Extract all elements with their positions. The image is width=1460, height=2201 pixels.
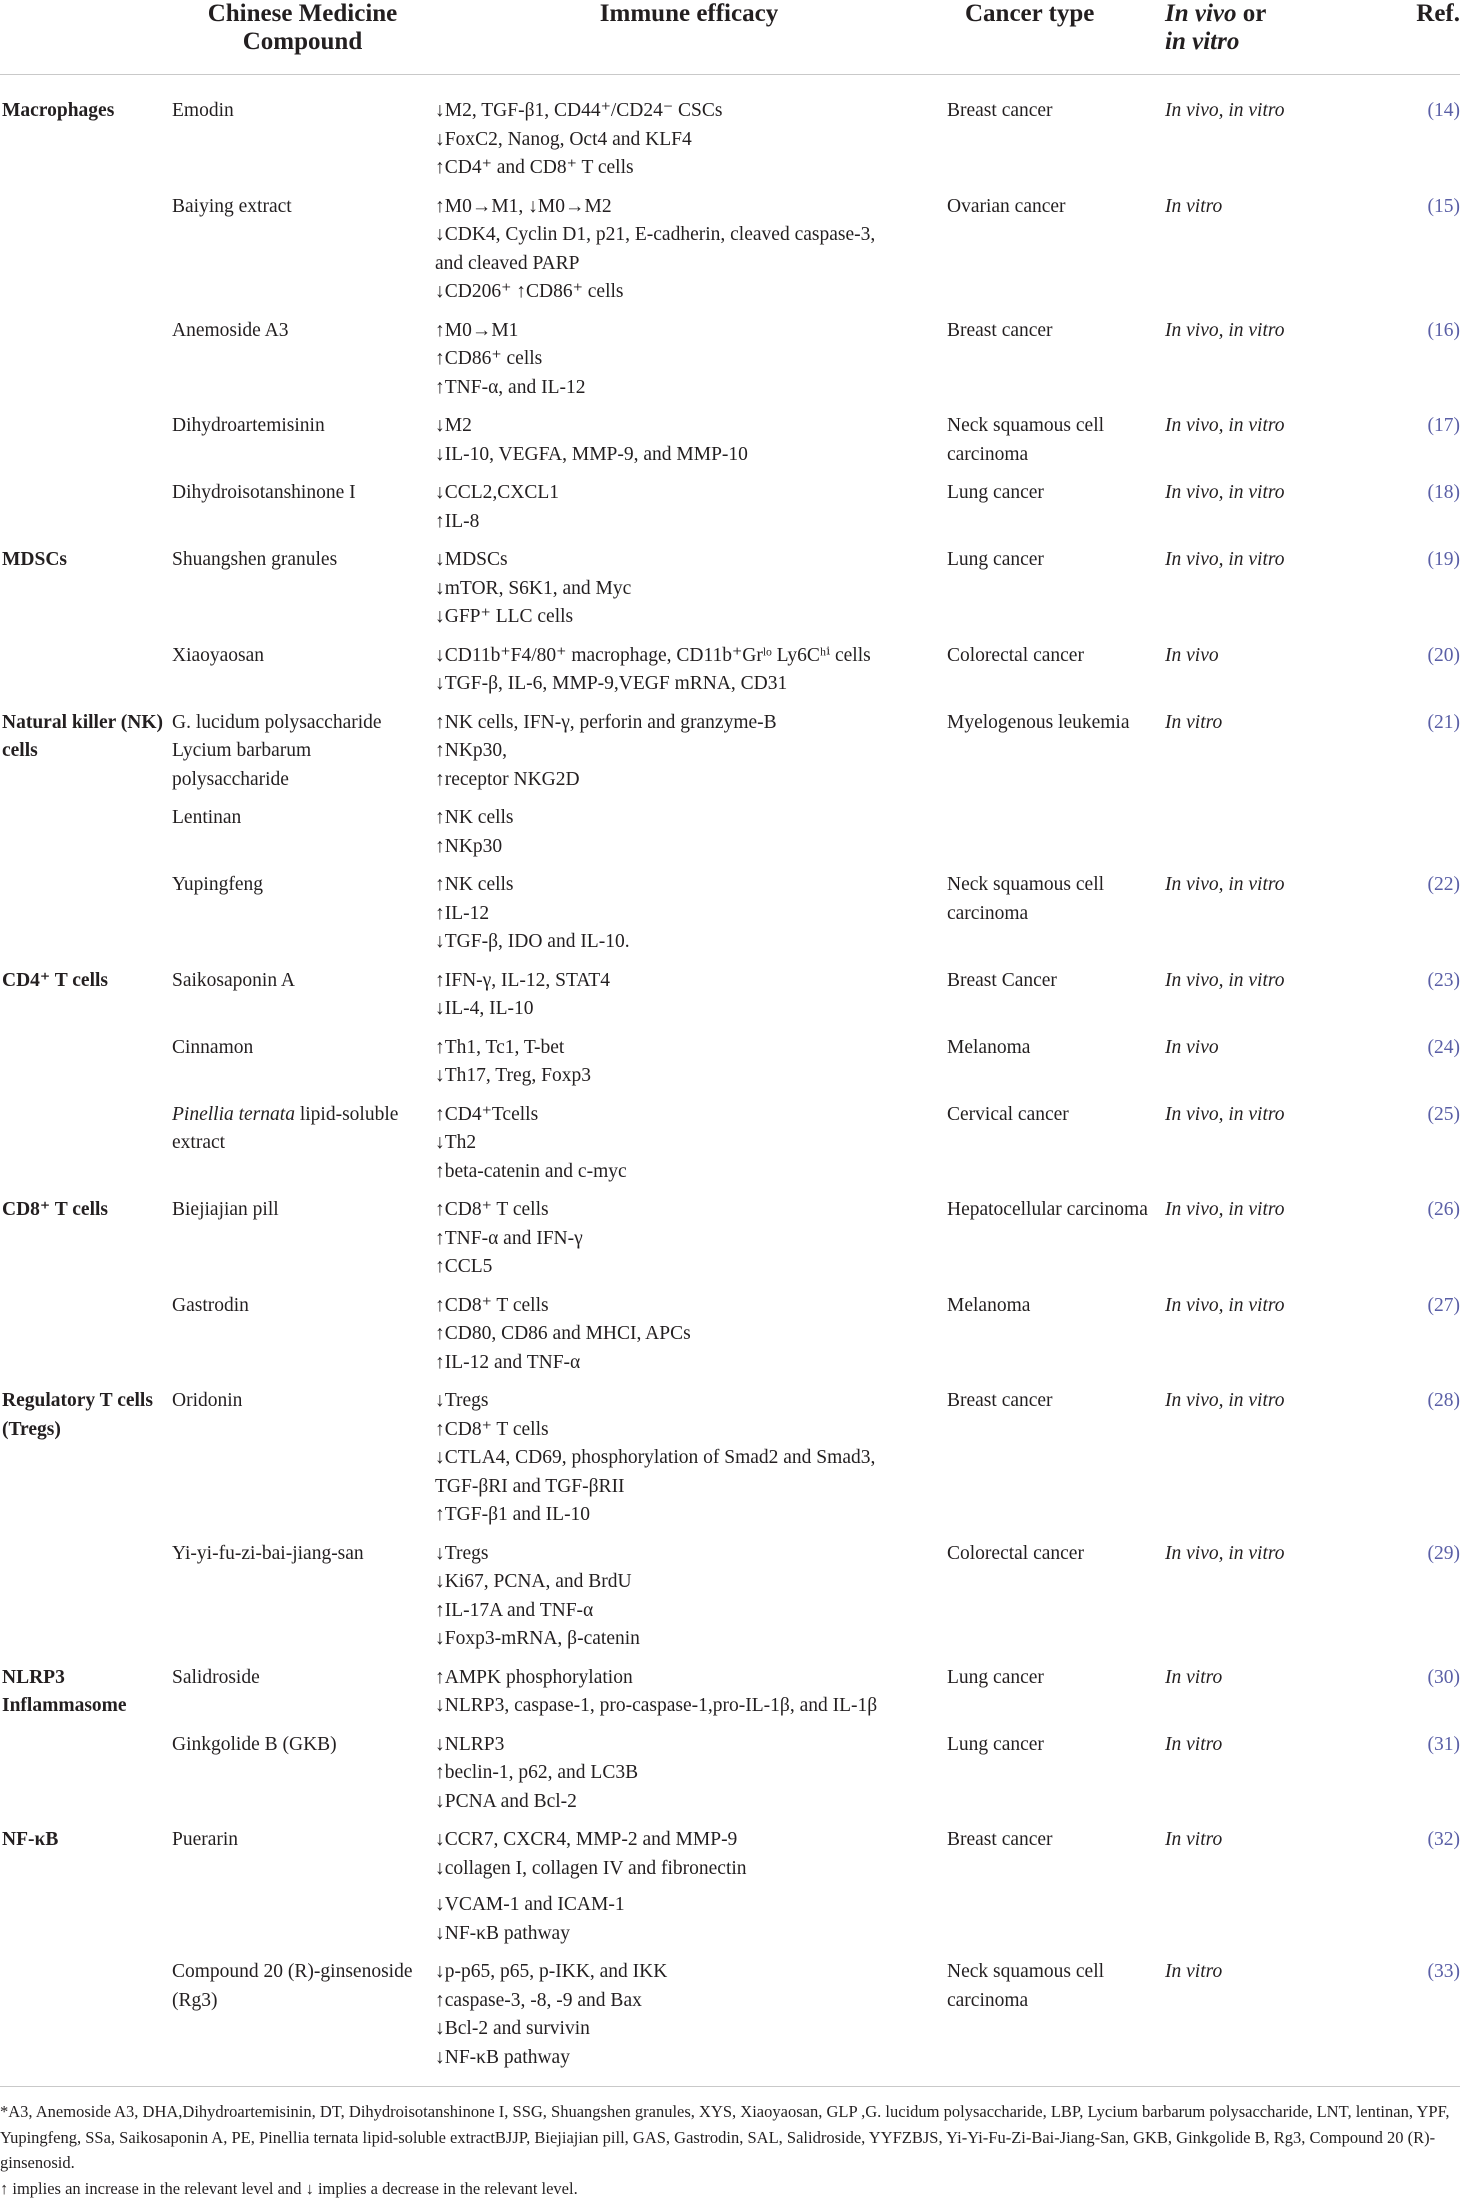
efficacy-line: ↑AMPK phosphorylation bbox=[435, 1664, 945, 1693]
compound-cell: Compound 20 (R)-ginsenoside (Rg3) bbox=[172, 1948, 433, 2072]
efficacy-line: ↓NF-κB pathway bbox=[435, 1920, 945, 1949]
compound-cell: Yi-yi-fu-zi-bai-jiang-san bbox=[172, 1530, 433, 1654]
efficacy-line: ↑IL-8 bbox=[435, 508, 945, 537]
category-cell: Macrophages bbox=[0, 75, 172, 183]
compound-cell: Dihydroisotanshinone I bbox=[172, 469, 433, 536]
cancer-type-cell: Lung cancer bbox=[945, 1654, 1155, 1721]
efficacy-cell bbox=[433, 1721, 945, 1817]
table-row bbox=[0, 1530, 1460, 1654]
table-header-row bbox=[0, 0, 1460, 75]
efficacy-line: ↓CCR7, CXCR4, MMP-2 and MMP-9 bbox=[435, 1826, 945, 1855]
efficacy-line: ↑M0→M1, ↓M0→M2 bbox=[435, 193, 945, 222]
compound-cell: Anemoside A3 bbox=[172, 307, 433, 403]
cancer-type-cell: Breast cancer bbox=[945, 1377, 1155, 1530]
header-cancer-type: Cancer type bbox=[945, 0, 1155, 75]
category-cell bbox=[0, 1024, 172, 1091]
reference-link[interactable]: (25) bbox=[1384, 1091, 1460, 1187]
cancer-type-cell: Neck squamous cell carcinoma bbox=[945, 1948, 1155, 2072]
table-row bbox=[0, 1948, 1460, 2072]
efficacy-line: ↓Th2 bbox=[435, 1129, 945, 1158]
header-ref: Ref. bbox=[1384, 0, 1460, 75]
efficacy-line: ↑caspase-3, -8, -9 and Bax bbox=[435, 1987, 945, 2016]
table-row bbox=[0, 957, 1460, 1024]
category-cell bbox=[0, 794, 172, 861]
compound-cell: Oridonin bbox=[172, 1377, 433, 1530]
model-cell: In vitro bbox=[1155, 1816, 1384, 1948]
efficacy-line: ↓collagen I, collagen IV and fibronectin bbox=[435, 1855, 945, 1884]
efficacy-line: ↓CD11b⁺F4/80⁺ macrophage, CD11b⁺Grˡᵒ Ly6Cʰⁱ cells bbox=[435, 642, 945, 671]
table-footnotes bbox=[0, 2086, 1460, 2201]
efficacy-line: ↓Tregs bbox=[435, 1540, 945, 1569]
efficacy-line: ↑IFN-γ, IL-12, STAT4 bbox=[435, 967, 945, 996]
reference-link[interactable]: (27) bbox=[1384, 1282, 1460, 1378]
efficacy-line: ↑NK cells bbox=[435, 871, 945, 900]
table-row bbox=[0, 307, 1460, 403]
efficacy-line: and cleaved PARP bbox=[435, 250, 945, 279]
cancer-type-cell: Cervical cancer bbox=[945, 1091, 1155, 1187]
cancer-type-cell: Colorectal cancer bbox=[945, 1530, 1155, 1654]
efficacy-line: ↑NK cells, IFN-γ, perforin and granzyme-B bbox=[435, 709, 945, 738]
table-row bbox=[0, 1721, 1460, 1817]
reference-link[interactable]: (16) bbox=[1384, 307, 1460, 403]
reference-link[interactable]: (15) bbox=[1384, 183, 1460, 307]
category-cell bbox=[0, 183, 172, 307]
efficacy-cell bbox=[433, 1186, 945, 1282]
reference-link[interactable]: (30) bbox=[1384, 1654, 1460, 1721]
category-cell bbox=[0, 1530, 172, 1654]
efficacy-line: ↓CD206⁺ ↑CD86⁺ cells bbox=[435, 278, 945, 307]
efficacy-line: ↓FoxC2, Nanog, Oct4 and KLF4 bbox=[435, 126, 945, 155]
efficacy-line: ↑CD8⁺ T cells bbox=[435, 1292, 945, 1321]
header-model bbox=[1155, 0, 1384, 75]
cancer-type-cell bbox=[945, 794, 1155, 861]
table-row bbox=[0, 1654, 1460, 1721]
reference-link[interactable]: (14) bbox=[1384, 75, 1460, 183]
efficacy-line: ↓GFP⁺ LLC cells bbox=[435, 603, 945, 632]
table-row bbox=[0, 1377, 1460, 1530]
model-cell: In vivo, in vitro bbox=[1155, 1377, 1384, 1530]
efficacy-line: ↑CD8⁺ T cells bbox=[435, 1196, 945, 1225]
cancer-type-cell: Hepatocellular carcinoma bbox=[945, 1186, 1155, 1282]
compound-cell: Cinnamon bbox=[172, 1024, 433, 1091]
table-row bbox=[0, 402, 1460, 469]
model-cell: In vivo, in vitro bbox=[1155, 1186, 1384, 1282]
efficacy-line: ↓VCAM-1 and ICAM-1 bbox=[435, 1891, 945, 1920]
table-row bbox=[0, 1024, 1460, 1091]
category-cell: CD8⁺ T cells bbox=[0, 1186, 172, 1282]
table-row bbox=[0, 469, 1460, 536]
model-cell: In vitro bbox=[1155, 1948, 1384, 2072]
efficacy-cell bbox=[433, 957, 945, 1024]
footnote-legend: ↑ implies an increase in the relevant level and ↓ implies a decrease in the relevant level. bbox=[0, 2176, 1460, 2201]
category-cell bbox=[0, 861, 172, 957]
efficacy-cell bbox=[433, 402, 945, 469]
efficacy-cell bbox=[433, 794, 945, 861]
efficacy-cell bbox=[433, 183, 945, 307]
cancer-type-cell: Breast cancer bbox=[945, 307, 1155, 403]
model-cell: In vivo, in vitro bbox=[1155, 957, 1384, 1024]
category-cell bbox=[0, 469, 172, 536]
cancer-type-cell: Neck squamous cell carcinoma bbox=[945, 861, 1155, 957]
header-efficacy: Immune efficacy bbox=[433, 0, 945, 75]
efficacy-line: ↓M2, TGF-β1, CD44⁺/CD24⁻ CSCs bbox=[435, 97, 945, 126]
compound-cell bbox=[172, 1091, 433, 1187]
efficacy-line: ↓IL-10, VEGFA, MMP-9, and MMP-10 bbox=[435, 441, 945, 470]
efficacy-line: ↓IL-4, IL-10 bbox=[435, 995, 945, 1024]
efficacy-line: ↑Th1, Tc1, T-bet bbox=[435, 1034, 945, 1063]
efficacy-line: ↓CDK4, Cyclin D1, p21, E-cadherin, cleaved caspase-3, bbox=[435, 221, 945, 250]
reference-link[interactable]: (33) bbox=[1384, 1948, 1460, 2072]
reference-link[interactable]: (29) bbox=[1384, 1530, 1460, 1654]
table-row bbox=[0, 1282, 1460, 1378]
category-cell: NF-κB bbox=[0, 1816, 172, 1948]
category-cell bbox=[0, 1282, 172, 1378]
category-cell bbox=[0, 1721, 172, 1817]
efficacy-cell bbox=[433, 699, 945, 795]
reference-link[interactable]: (23) bbox=[1384, 957, 1460, 1024]
category-cell: CD4⁺ T cells bbox=[0, 957, 172, 1024]
compound-cell: Gastrodin bbox=[172, 1282, 433, 1378]
efficacy-line: ↑IL-12 and TNF-α bbox=[435, 1349, 945, 1378]
efficacy-cell bbox=[433, 1377, 945, 1530]
efficacy-line: ↑beta-catenin and c-myc bbox=[435, 1158, 945, 1187]
reference-link[interactable]: (22) bbox=[1384, 861, 1460, 957]
reference-link[interactable]: (32) bbox=[1384, 1816, 1460, 1948]
table-row bbox=[0, 632, 1460, 699]
header-in-vitro: in vitro bbox=[1165, 28, 1239, 55]
model-cell: In vivo, in vitro bbox=[1155, 536, 1384, 632]
header-category bbox=[0, 0, 172, 75]
cancer-type-cell: Breast Cancer bbox=[945, 957, 1155, 1024]
footnote-abbreviations: *A3, Anemoside A3, DHA,Dihydroartemisinin, DT, Dihydroisotanshinone I, SSG, Shuangshen granules, XYS, Xiaoyaosan, GLP ,G. lucidum polysaccharide, LBP, Lycium barbarum polysaccharide, LNT, lentinan, YPF, Yupingfeng, SSa, Saikosaponin A, PE, Pinellia ternata lipid-soluble extractBJJP, Biejiajian pill, GAS, Gastrodin, SAL, Salidroside, YYFZBJS, Yi-Yi-Fu-Zi-Bai-Jiang-San, GKB, Ginkgolide B, Rg3, Compound 20 (R)-ginsenosid. bbox=[0, 2099, 1460, 2176]
cancer-type-cell: Neck squamous cell carcinoma bbox=[945, 402, 1155, 469]
compound-cell: Biejiajian pill bbox=[172, 1186, 433, 1282]
model-cell bbox=[1155, 794, 1384, 861]
cancer-type-cell: Ovarian cancer bbox=[945, 183, 1155, 307]
compound-cell: Dihydroartemisinin bbox=[172, 402, 433, 469]
reference-link[interactable] bbox=[1384, 794, 1460, 861]
efficacy-line: ↑NKp30, bbox=[435, 737, 945, 766]
efficacy-line: ↓NLRP3 bbox=[435, 1731, 945, 1760]
efficacy-line: ↑CD8⁺ T cells bbox=[435, 1416, 945, 1445]
reference-link[interactable]: (17) bbox=[1384, 402, 1460, 469]
efficacy-line: ↑M0→M1 bbox=[435, 317, 945, 346]
category-cell: Regulatory T cells (Tregs) bbox=[0, 1377, 172, 1530]
efficacy-line: ↑IL-12 bbox=[435, 900, 945, 929]
efficacy-line: ↑TGF-β1 and IL-10 bbox=[435, 1501, 945, 1530]
model-cell: In vivo, in vitro bbox=[1155, 75, 1384, 183]
efficacy-line: TGF-βRI and TGF-βRII bbox=[435, 1473, 945, 1502]
efficacy-cell bbox=[433, 1816, 945, 1948]
efficacy-line: ↑NK cells bbox=[435, 804, 945, 833]
reference-link[interactable]: (18) bbox=[1384, 469, 1460, 536]
category-cell bbox=[0, 1948, 172, 2072]
table-row bbox=[0, 1091, 1460, 1187]
category-cell: NLRP3 Inflammasome bbox=[0, 1654, 172, 1721]
efficacy-line: ↑TNF-α, and IL-12 bbox=[435, 374, 945, 403]
efficacy-cell bbox=[433, 307, 945, 403]
header-or: or bbox=[1237, 0, 1267, 27]
efficacy-line: ↑CD80, CD86 and MHCI, APCs bbox=[435, 1320, 945, 1349]
category-cell bbox=[0, 402, 172, 469]
model-cell: In vitro bbox=[1155, 699, 1384, 795]
efficacy-cell bbox=[433, 1024, 945, 1091]
reference-link[interactable]: (31) bbox=[1384, 1721, 1460, 1817]
table-row bbox=[0, 183, 1460, 307]
category-cell bbox=[0, 1091, 172, 1187]
compound-cell: Emodin bbox=[172, 75, 433, 183]
efficacy-line: ↓CTLA4, CD69, phosphorylation of Smad2 and Smad3, bbox=[435, 1444, 945, 1473]
model-cell: In vitro bbox=[1155, 1654, 1384, 1721]
reference-link[interactable]: (28) bbox=[1384, 1377, 1460, 1530]
efficacy-line: ↓Bcl-2 and survivin bbox=[435, 2015, 945, 2044]
cancer-type-cell: Lung cancer bbox=[945, 469, 1155, 536]
efficacy-line: ↑beclin-1, p62, and LC3B bbox=[435, 1759, 945, 1788]
efficacy-line: ↓MDSCs bbox=[435, 546, 945, 575]
efficacy-line: ↓Th17, Treg, Foxp3 bbox=[435, 1062, 945, 1091]
header-compound: Chinese Medicine Compound bbox=[172, 0, 433, 75]
model-cell: In vivo, in vitro bbox=[1155, 1091, 1384, 1187]
compound-rest: lipid-soluble extract bbox=[172, 1104, 398, 1154]
table-row bbox=[0, 1816, 1460, 1948]
table-row bbox=[0, 861, 1460, 957]
efficacy-line: ↓CCL2,CXCL1 bbox=[435, 479, 945, 508]
compound-cell: Saikosaponin A bbox=[172, 957, 433, 1024]
category-cell bbox=[0, 632, 172, 699]
efficacy-line: ↑IL-17A and TNF-α bbox=[435, 1597, 945, 1626]
category-cell: Natural killer (NK) cells bbox=[0, 699, 172, 795]
efficacy-line: ↓Tregs bbox=[435, 1387, 945, 1416]
efficacy-line: ↑NKp30 bbox=[435, 833, 945, 862]
compound-cell: Puerarin bbox=[172, 1816, 433, 1948]
efficacy-line: ↓mTOR, S6K1, and Myc bbox=[435, 575, 945, 604]
category-cell: MDSCs bbox=[0, 536, 172, 632]
model-cell: In vivo bbox=[1155, 632, 1384, 699]
efficacy-cell bbox=[433, 1282, 945, 1378]
efficacy-line: ↑CD86⁺ cells bbox=[435, 345, 945, 374]
reference-link[interactable]: (20) bbox=[1384, 632, 1460, 699]
compound-cell: Ginkgolide B (GKB) bbox=[172, 1721, 433, 1817]
cancer-type-cell: Breast cancer bbox=[945, 1816, 1155, 1948]
cancer-type-cell: Lung cancer bbox=[945, 1721, 1155, 1817]
efficacy-line: ↓p-p65, p65, p-IKK, and IKK bbox=[435, 1958, 945, 1987]
efficacy-cell bbox=[433, 1654, 945, 1721]
cancer-type-cell: Lung cancer bbox=[945, 536, 1155, 632]
efficacy-line: ↓TGF-β, IDO and IL-10. bbox=[435, 928, 945, 957]
efficacy-line: ↑CD4⁺ and CD8⁺ T cells bbox=[435, 154, 945, 183]
cancer-type-cell: Myelogenous leukemia bbox=[945, 699, 1155, 795]
compound-cell: Shuangshen granules bbox=[172, 536, 433, 632]
reference-link[interactable]: (26) bbox=[1384, 1186, 1460, 1282]
efficacy-cell bbox=[433, 1530, 945, 1654]
compound-cell: Xiaoyaosan bbox=[172, 632, 433, 699]
model-cell: In vitro bbox=[1155, 1721, 1384, 1817]
compound-cell: Salidroside bbox=[172, 1654, 433, 1721]
efficacy-line: ↓M2 bbox=[435, 412, 945, 441]
efficacy-cell bbox=[433, 536, 945, 632]
efficacy-cell bbox=[433, 861, 945, 957]
reference-link[interactable]: (21) bbox=[1384, 699, 1460, 795]
category-cell bbox=[0, 307, 172, 403]
efficacy-line: ↓TGF-β, IL-6, MMP-9,VEGF mRNA, CD31 bbox=[435, 670, 945, 699]
table-row bbox=[0, 1186, 1460, 1282]
compound-cell: Yupingfeng bbox=[172, 861, 433, 957]
efficacy-cell bbox=[433, 1091, 945, 1187]
efficacy-line: ↑CD4⁺Tcells bbox=[435, 1101, 945, 1130]
table-row bbox=[0, 75, 1460, 183]
efficacy-cell bbox=[433, 469, 945, 536]
table-row bbox=[0, 699, 1460, 795]
cancer-type-cell: Melanoma bbox=[945, 1024, 1155, 1091]
table-row bbox=[0, 794, 1460, 861]
table-body bbox=[0, 75, 1460, 2073]
model-cell: In vivo, in vitro bbox=[1155, 861, 1384, 957]
compound-cell: G. lucidum polysaccharide Lycium barbarum polysaccharide bbox=[172, 699, 433, 795]
model-cell: In vitro bbox=[1155, 183, 1384, 307]
efficacy-line: ↓NLRP3, caspase-1, pro-caspase-1,pro-IL-1β, and IL-1β bbox=[435, 1692, 945, 1721]
efficacy-cell bbox=[433, 632, 945, 699]
compound-cell: Lentinan bbox=[172, 794, 433, 861]
efficacy-line: ↓Ki67, PCNA, and BrdU bbox=[435, 1568, 945, 1597]
model-cell: In vivo, in vitro bbox=[1155, 1282, 1384, 1378]
efficacy-line: ↑TNF-α and IFN-γ bbox=[435, 1225, 945, 1254]
compound-species-name: Pinellia ternata bbox=[172, 1104, 295, 1125]
efficacy-line: ↓PCNA and Bcl-2 bbox=[435, 1788, 945, 1817]
reference-link[interactable]: (24) bbox=[1384, 1024, 1460, 1091]
cancer-type-cell: Melanoma bbox=[945, 1282, 1155, 1378]
model-cell: In vivo bbox=[1155, 1024, 1384, 1091]
efficacy-cell bbox=[433, 75, 945, 183]
efficacy-line: ↑CCL5 bbox=[435, 1253, 945, 1282]
header-in-vivo: In vivo bbox=[1165, 0, 1237, 27]
reference-link[interactable]: (19) bbox=[1384, 536, 1460, 632]
model-cell: In vivo, in vitro bbox=[1155, 402, 1384, 469]
efficacy-line: ↓NF-κB pathway bbox=[435, 2044, 945, 2073]
model-cell: In vivo, in vitro bbox=[1155, 307, 1384, 403]
table-row bbox=[0, 536, 1460, 632]
efficacy-cell bbox=[433, 1948, 945, 2072]
efficacy-line: ↓Foxp3-mRNA, β-catenin bbox=[435, 1625, 945, 1654]
efficacy-line: ↑receptor NKG2D bbox=[435, 766, 945, 795]
cancer-type-cell: Colorectal cancer bbox=[945, 632, 1155, 699]
cancer-type-cell: Breast cancer bbox=[945, 75, 1155, 183]
compound-cell: Baiying extract bbox=[172, 183, 433, 307]
model-cell: In vivo, in vitro bbox=[1155, 1530, 1384, 1654]
model-cell: In vivo, in vitro bbox=[1155, 469, 1384, 536]
